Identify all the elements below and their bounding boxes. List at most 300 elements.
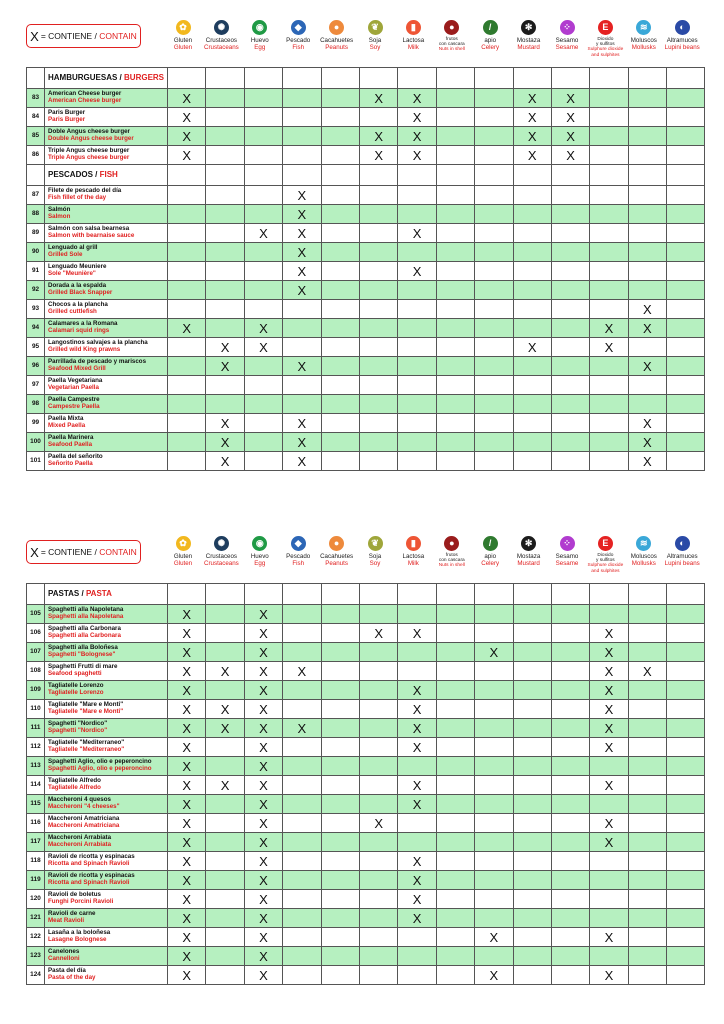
allergen-cell-sesame <box>551 108 589 127</box>
allergen-cell <box>398 165 436 186</box>
allergen-cell-peanuts <box>321 243 359 262</box>
fish-icon: ◆ <box>291 20 306 35</box>
allergen-label-en: Fish <box>292 44 305 51</box>
allergen-cell-milk <box>398 852 436 871</box>
gluten-icon: ✿ <box>176 536 191 551</box>
allergen-cell-egg <box>244 738 282 757</box>
dish-name-en: Calamari squid rings <box>48 327 110 334</box>
allergen-cell-gluten <box>168 947 206 966</box>
allergen-label-en: Crustaceans <box>204 560 239 567</box>
contains-mark: X <box>412 128 422 144</box>
allergen-cell-milk <box>398 662 436 681</box>
allergen-cell-soy <box>359 947 397 966</box>
allergen-cell-fish <box>283 205 321 224</box>
dish-number: 115 <box>27 795 45 814</box>
allergen-cell-gluten <box>168 243 206 262</box>
dish-number: 100 <box>27 433 45 452</box>
contains-mark: X <box>527 147 537 163</box>
allergen-cell-nuts <box>436 433 474 452</box>
allergen-cell-lupin <box>667 624 705 643</box>
dish-name <box>45 909 168 928</box>
allergen-cell-nuts <box>436 224 474 243</box>
allergen-cell-soy <box>359 127 397 146</box>
allergen-cell-crustaceans <box>206 243 244 262</box>
allergen-cell-mustard <box>513 281 551 300</box>
contains-mark: X <box>604 777 614 793</box>
allergen-cell-sulphites <box>590 890 628 909</box>
allergen-cell-sulphites <box>590 243 628 262</box>
allergen-cell-peanuts <box>321 643 359 662</box>
allergen-cell-crustaceans <box>206 681 244 700</box>
allergen-cell <box>244 165 282 186</box>
allergen-cell-gluten <box>168 966 206 985</box>
allergen-cell-peanuts <box>321 338 359 357</box>
dish-name <box>45 319 168 338</box>
table-row <box>27 871 705 890</box>
legend-box <box>26 540 141 564</box>
contains-mark: X <box>374 90 383 106</box>
allergen-cell-crustaceans <box>206 643 244 662</box>
allergen-cell <box>590 68 628 89</box>
allergen-cell-egg <box>244 681 282 700</box>
allergen-cell-fish <box>283 871 321 890</box>
allergen-cell-nuts <box>436 662 474 681</box>
allergen-cell-gluten <box>168 871 206 890</box>
allergen-cell-nuts <box>436 909 474 928</box>
dish-number: 110 <box>27 700 45 719</box>
contains-mark: X <box>259 758 268 774</box>
contains-mark: X <box>412 777 422 793</box>
dish-name <box>45 605 168 624</box>
allergen-cell-egg <box>244 127 282 146</box>
allergen-cell-milk <box>398 909 436 928</box>
allergen-label-es: Cacahuetes <box>320 553 354 560</box>
dish-name-es: Paella Campestre <box>48 396 100 404</box>
contains-mark: X <box>182 320 192 336</box>
allergen-cell-soy <box>359 852 397 871</box>
table-row <box>27 890 705 909</box>
allergen-cell-celery <box>475 852 513 871</box>
table-row <box>27 719 705 738</box>
allergen-cell-celery <box>475 186 513 205</box>
contains-mark: X <box>259 663 268 679</box>
allergen-cell-gluten <box>168 890 206 909</box>
allergen-cell-mustard <box>513 452 551 471</box>
dish-number: 114 <box>27 776 45 795</box>
crustaceans-icon: ✺ <box>214 536 229 551</box>
allergen-cell-celery <box>475 700 513 719</box>
allergen-cell-soy <box>359 186 397 205</box>
allergen-cell-crustaceans <box>206 281 244 300</box>
allergen-cell-lupin <box>667 966 705 985</box>
allergen-label-es: Moluscos <box>630 37 657 44</box>
allergen-cell-nuts <box>436 319 474 338</box>
allergen-cell-gluten <box>168 357 206 376</box>
dish-name-es: Langostinos salvajes a la plancha <box>48 339 148 347</box>
allergen-cell-sulphites <box>590 262 628 281</box>
allergen-cell-celery <box>475 281 513 300</box>
allergen-cell-crustaceans <box>206 776 244 795</box>
allergen-cell-sesame <box>551 681 589 700</box>
allergen-cell-sesame <box>551 966 589 985</box>
allergen-cell-lupin <box>667 909 705 928</box>
contains-mark: X <box>297 206 307 222</box>
dish-number: 92 <box>27 281 45 300</box>
allergen-label-es: Altramuces <box>666 553 698 560</box>
allergen-cell-celery <box>475 719 513 738</box>
table-row <box>27 146 705 165</box>
allergen-cell <box>206 584 244 605</box>
allergen-cell-egg <box>244 338 282 357</box>
dish-name-es: Spaghetti alla Napoletana <box>48 606 124 614</box>
allergen-cell-peanuts <box>321 376 359 395</box>
dish-name-en: Seafood spaghetti <box>48 670 102 677</box>
dish-name-en: Meat Ravioli <box>48 917 85 924</box>
allergen-cell-fish <box>283 833 321 852</box>
table-row <box>27 624 705 643</box>
allergen-cell-fish <box>283 376 321 395</box>
allergen-label-es: Mostaza <box>516 37 541 44</box>
allergen-cell-milk <box>398 186 436 205</box>
allergen-label-en: Soy <box>369 560 381 567</box>
allergen-cell-crustaceans <box>206 605 244 624</box>
allergen-cell-sulphites <box>590 452 628 471</box>
allergen-cell-egg <box>244 376 282 395</box>
dish-name <box>45 186 168 205</box>
allergen-cell-gluten <box>168 624 206 643</box>
table-row <box>27 224 705 243</box>
allergen-cell-peanuts <box>321 414 359 433</box>
allergen-cell-celery <box>475 395 513 414</box>
dish-number: 101 <box>27 452 45 471</box>
allergen-cell-crustaceans <box>206 719 244 738</box>
allergen-cell-soy <box>359 662 397 681</box>
allergen-cell-peanuts <box>321 700 359 719</box>
allergen-cell <box>590 584 628 605</box>
allergen-cell-crustaceans <box>206 700 244 719</box>
table-row <box>27 357 705 376</box>
allergen-cell-lupin <box>667 146 705 165</box>
allergen-gluten <box>164 20 202 51</box>
allergen-cell-mollusks <box>628 624 666 643</box>
dish-name-en: Spaghetti "Bolognese" <box>48 651 116 658</box>
allergen-label-en: Soy <box>369 44 381 51</box>
allergen-cell-sulphites <box>590 814 628 833</box>
dish-number: 112 <box>27 738 45 757</box>
allergen-cell-mustard <box>513 681 551 700</box>
allergen-cell-sesame <box>551 852 589 871</box>
contains-mark: X <box>259 320 268 336</box>
legend-contains-en: CONTAIN <box>99 547 137 557</box>
allergen-cell-lupin <box>667 643 705 662</box>
dish-name-es: Tagliatelle "Mare e Monti" <box>48 701 124 709</box>
egg-icon: ◉ <box>252 20 267 35</box>
allergen-cell-sulphites <box>590 300 628 319</box>
allergen-cell-fish <box>283 243 321 262</box>
allergen-label-es: Cacahuetes <box>320 37 354 44</box>
allergen-cell-lupin <box>667 262 705 281</box>
allergen-cell-fish <box>283 814 321 833</box>
allergen-cell-egg <box>244 871 282 890</box>
allergen-cell-nuts <box>436 127 474 146</box>
contains-mark: X <box>259 910 268 926</box>
contains-mark: X <box>259 701 268 717</box>
allergen-cell-nuts <box>436 452 474 471</box>
allergen-cell-mollusks <box>628 127 666 146</box>
allergen-cell-soy <box>359 433 397 452</box>
row-number <box>27 68 45 89</box>
allergen-cell-fish <box>283 262 321 281</box>
table-row <box>27 757 705 776</box>
allergen-cell-mustard <box>513 146 551 165</box>
lupin-icon: ◐ <box>675 536 690 551</box>
allergen-soy <box>356 20 394 51</box>
allergen-cell-mustard <box>513 224 551 243</box>
contains-mark: X <box>182 910 192 926</box>
allergen-cell-celery <box>475 205 513 224</box>
allergen-cell-mustard <box>513 738 551 757</box>
contains-mark: X <box>182 90 192 106</box>
allergen-cell-celery <box>475 814 513 833</box>
gluten-icon: ✿ <box>176 20 191 35</box>
dish-name <box>45 452 168 471</box>
allergen-cell-lupin <box>667 243 705 262</box>
allergen-cell-fish <box>283 357 321 376</box>
contains-mark: X <box>297 244 307 260</box>
contains-mark: X <box>527 109 537 125</box>
allergen-cell-egg <box>244 243 282 262</box>
dish-number: 90 <box>27 243 45 262</box>
allergen-cell-crustaceans <box>206 262 244 281</box>
allergen-cell <box>513 165 551 186</box>
allergen-label-en: Crustaceans <box>204 44 239 51</box>
allergen-cell-soy <box>359 624 397 643</box>
allergen-cell-mollusks <box>628 376 666 395</box>
allergen-cell-milk <box>398 224 436 243</box>
allergen-cell-sesame <box>551 395 589 414</box>
dish-number: 91 <box>27 262 45 281</box>
allergen-cell <box>475 68 513 89</box>
allergen-cell-sulphites <box>590 319 628 338</box>
allergen-cell-peanuts <box>321 871 359 890</box>
dish-name-en: Señorito Paella <box>48 460 93 467</box>
dish-name-es: Paella Marinera <box>48 434 94 442</box>
contains-mark: X <box>182 967 192 983</box>
dish-name-es: Ravioli de ricotta y espinacas <box>48 872 135 880</box>
allergen-cell-nuts <box>436 833 474 852</box>
allergen-label-en: Egg <box>254 44 266 51</box>
allergen-cell-sesame <box>551 814 589 833</box>
dish-number: 85 <box>27 127 45 146</box>
allergen-label-es: apio <box>484 553 497 560</box>
table-row <box>27 700 705 719</box>
dish-number: 97 <box>27 376 45 395</box>
allergen-cell-nuts <box>436 643 474 662</box>
allergen-cell-gluten <box>168 643 206 662</box>
allergen-cell-egg <box>244 909 282 928</box>
contains-mark: X <box>604 625 614 641</box>
contains-mark: X <box>412 910 422 926</box>
allergen-cell-sesame <box>551 89 589 108</box>
legend-x: X <box>30 28 39 44</box>
dish-name-en: Seafood Paella <box>48 441 93 448</box>
contains-mark: X <box>489 967 499 983</box>
allergen-egg <box>241 536 279 567</box>
allergen-cell-milk <box>398 814 436 833</box>
allergen-cell-soy <box>359 300 397 319</box>
allergen-cell-fish <box>283 224 321 243</box>
contains-mark: X <box>374 128 383 144</box>
allergen-cell-sulphites <box>590 947 628 966</box>
allergen-cell-sulphites <box>590 108 628 127</box>
dish-name <box>45 376 168 395</box>
allergen-cell-milk <box>398 928 436 947</box>
allergen-cell-peanuts <box>321 205 359 224</box>
allergen-cell-mollusks <box>628 947 666 966</box>
allergen-cell-lupin <box>667 433 705 452</box>
allergen-cell <box>283 68 321 89</box>
section-title <box>45 165 168 186</box>
allergen-cell-nuts <box>436 357 474 376</box>
allergen-cell-lupin <box>667 947 705 966</box>
allergen-cell-gluten <box>168 186 206 205</box>
dish-name-es: Lasaña a la boloñesa <box>48 929 111 937</box>
allergen-cell-crustaceans <box>206 852 244 871</box>
dish-name-es: Triple Angus cheese burger <box>48 147 130 155</box>
allergen-cell-mustard <box>513 700 551 719</box>
table-row <box>27 947 705 966</box>
allergen-cell-lupin <box>667 452 705 471</box>
allergen-cell-sesame <box>551 376 589 395</box>
allergen-cell-gluten <box>168 928 206 947</box>
contains-mark: X <box>259 739 268 755</box>
allergen-cell <box>590 165 628 186</box>
allergen-cell-lupin <box>667 414 705 433</box>
allergen-cell-nuts <box>436 281 474 300</box>
allergen-cell-mustard <box>513 776 551 795</box>
allergen-cell-milk <box>398 452 436 471</box>
allergen-cell-fish <box>283 681 321 700</box>
allergen-label-en: Mustard <box>517 44 540 51</box>
allergen-cell-sesame <box>551 947 589 966</box>
allergen-cell-gluten <box>168 414 206 433</box>
legend-contains-es: = CONTIENE / <box>40 31 100 41</box>
allergen-cell-gluten <box>168 146 206 165</box>
allergen-cell-mollusks <box>628 719 666 738</box>
allergen-cell-lupin <box>667 700 705 719</box>
section-title <box>45 584 168 605</box>
allergen-cell-lupin <box>667 127 705 146</box>
allergen-cell-lupin <box>667 89 705 108</box>
allergen-cell-gluten <box>168 833 206 852</box>
allergen-cell-mollusks <box>628 395 666 414</box>
allergen-cell-soy <box>359 395 397 414</box>
allergen-cell-nuts <box>436 719 474 738</box>
contains-mark: X <box>412 109 422 125</box>
dish-name <box>45 127 168 146</box>
allergen-cell-milk <box>398 624 436 643</box>
allergen-cell <box>321 165 359 186</box>
allergen-label-en: Milk <box>407 44 419 51</box>
allergen-cell-celery <box>475 624 513 643</box>
allergen-cell <box>551 68 589 89</box>
mollusks-icon: ≋ <box>636 20 651 35</box>
allergen-mollusks <box>625 20 663 51</box>
allergen-cell-peanuts <box>321 928 359 947</box>
allergen-cell-sulphites <box>590 624 628 643</box>
allergen-cell-milk <box>398 719 436 738</box>
allergen-label-en: Egg <box>254 560 266 567</box>
legend-contains-en: CONTAIN <box>99 31 137 41</box>
table-row <box>27 966 705 985</box>
allergen-cell-mollusks <box>628 186 666 205</box>
dish-name-en: Spaghetti Aglio, olio e peperoncino <box>48 765 152 772</box>
allergen-cell-soy <box>359 376 397 395</box>
contains-mark: X <box>643 415 652 431</box>
contains-mark: X <box>412 263 422 279</box>
allergen-cell-mustard <box>513 127 551 146</box>
contains-mark: X <box>182 777 192 793</box>
allergen-cell-mustard <box>513 795 551 814</box>
dish-name-es: Pasta del día <box>48 967 86 975</box>
allergen-cell-mustard <box>513 909 551 928</box>
allergen-cell-mollusks <box>628 928 666 947</box>
allergen-cell-mollusks <box>628 776 666 795</box>
allergen-cell-mollusks <box>628 852 666 871</box>
dish-name-es: Maccheroni 4 quesos <box>48 796 111 804</box>
allergen-cell-crustaceans <box>206 300 244 319</box>
dish-number: 88 <box>27 205 45 224</box>
dish-name-es: Paella del señorito <box>48 453 103 461</box>
allergen-cell-fish <box>283 300 321 319</box>
allergen-cell-sesame <box>551 738 589 757</box>
nuts-icon: ● <box>444 20 459 35</box>
allergen-cell-mollusks <box>628 871 666 890</box>
contains-mark: X <box>220 453 230 469</box>
dish-name-en: Fish fillet of the day <box>48 194 107 201</box>
dish-name <box>45 357 168 376</box>
dish-name-en: Sole "Meunière" <box>48 270 96 277</box>
allergen-cell-soy <box>359 833 397 852</box>
dish-name-en: Grilled cuttlefish <box>48 308 97 315</box>
dish-name-en: Salmon <box>48 213 71 220</box>
allergen-cell-nuts <box>436 108 474 127</box>
allergen-cell-soy <box>359 681 397 700</box>
egg-icon: ◉ <box>252 536 267 551</box>
table-row <box>27 281 705 300</box>
allergen-cell-sulphites <box>590 395 628 414</box>
allergen-egg <box>241 20 279 51</box>
allergen-cell-soy <box>359 281 397 300</box>
allergen-cell-fish <box>283 890 321 909</box>
dish-name-en: Campestre Paella <box>48 403 100 410</box>
allergen-soy <box>356 536 394 567</box>
allergen-cell-nuts <box>436 243 474 262</box>
allergen-cell-gluten <box>168 395 206 414</box>
table-row <box>27 795 705 814</box>
allergen-cell-fish <box>283 776 321 795</box>
allergen-cell-fish <box>283 738 321 757</box>
contains-mark: X <box>297 663 307 679</box>
allergen-cell-sesame <box>551 909 589 928</box>
allergen-crustaceans <box>202 536 240 567</box>
allergen-cell-celery <box>475 757 513 776</box>
allergen-cell-celery <box>475 738 513 757</box>
table-row <box>27 776 705 795</box>
contains-mark: X <box>297 187 307 203</box>
allergen-cell <box>359 68 397 89</box>
allergen-cell-peanuts <box>321 624 359 643</box>
